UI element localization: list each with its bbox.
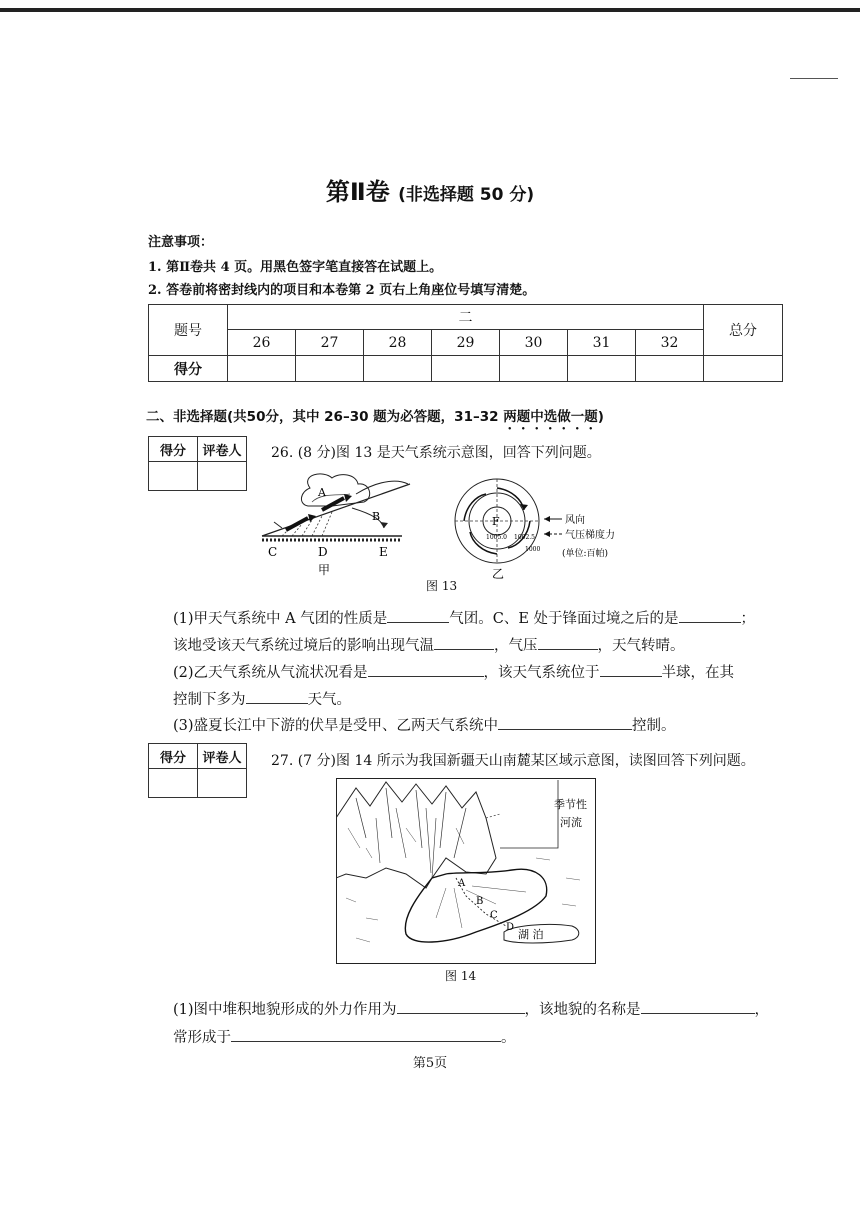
page-title xyxy=(0,172,860,207)
fig14-river-label-2: 河流 xyxy=(560,816,582,829)
fig13-label-C: C xyxy=(268,545,278,559)
score-cell-total[interactable] xyxy=(704,356,783,382)
legend-wind: 风向 xyxy=(565,515,585,526)
fig13-label-E: E xyxy=(379,545,388,559)
q26-p1a: (1)甲天气系统中 A 气团的性质是 xyxy=(173,611,388,627)
score-table xyxy=(148,304,783,382)
q27-p1c: ， xyxy=(754,1002,770,1018)
answer-blank[interactable] xyxy=(246,689,308,704)
score-table-num: 32 xyxy=(636,330,704,356)
q26-p2b: ，该天气系统位于 xyxy=(483,665,600,681)
q27-stem: 27. (7 分)图 14 所示为我国新疆天山南麓某区域示意图，读图回答下列问题。 xyxy=(271,753,755,769)
q26-line-2 xyxy=(173,634,685,655)
grader-score-label: 得分 xyxy=(149,744,198,769)
answer-blank[interactable] xyxy=(231,1027,501,1042)
isobar-3: 1000 xyxy=(525,546,541,553)
title-main: 第Ⅱ卷 xyxy=(325,178,390,206)
score-table-num: 27 xyxy=(296,330,364,356)
q26-p3a: (3)盛夏长江中下游的伏旱是受甲、乙两天气系统中 xyxy=(173,718,499,734)
score-table-num: 26 xyxy=(228,330,296,356)
score-cell[interactable] xyxy=(636,356,704,382)
q26-p2d: 控制下多为 xyxy=(173,692,246,708)
score-table-total: 总分 xyxy=(704,305,783,356)
q26-line-5 xyxy=(173,714,676,735)
q26-p1b: 气团。C、E 处于锋面过境之后的是 xyxy=(449,611,679,627)
page-footer: 第5页 xyxy=(412,1056,448,1071)
q27-p1d: 常形成于 xyxy=(173,1030,231,1046)
fig13-label-D: D xyxy=(318,545,328,559)
q27-line-2 xyxy=(173,1026,516,1047)
q26-p1c: ； xyxy=(740,611,756,627)
q26-line-1 xyxy=(173,607,755,628)
corner-mark xyxy=(790,78,838,79)
q26-line-4 xyxy=(173,688,351,709)
grader-score-cell[interactable] xyxy=(149,769,198,798)
score-table-qnum-label: 题号 xyxy=(149,305,228,356)
answer-blank[interactable] xyxy=(498,715,632,730)
q26-p2a: (2)乙天气系统从气流状况看是 xyxy=(173,665,368,681)
grader-box-27 xyxy=(148,743,247,798)
q26-p3b: 控制。 xyxy=(632,718,676,734)
fig14-river-label-1: 季节性 xyxy=(554,798,587,811)
section-heading-emphasis: 两题中选做一题 xyxy=(503,409,598,425)
score-cell[interactable] xyxy=(432,356,500,382)
fig13-label-jia: 甲 xyxy=(318,563,331,577)
fig14-label-C: C xyxy=(490,910,498,921)
answer-blank[interactable] xyxy=(679,608,741,623)
legend-unit: (单位:百帕) xyxy=(562,549,609,559)
answer-blank[interactable] xyxy=(368,662,484,677)
q27-p1e: 。 xyxy=(501,1030,516,1046)
answer-blank[interactable] xyxy=(434,635,494,650)
title-sub: (非选择题 50 分) xyxy=(398,185,535,205)
grader-box-26 xyxy=(148,436,247,491)
grader-score-label: 得分 xyxy=(149,437,198,462)
fig13-label-F: F xyxy=(492,515,500,528)
score-table-num: 29 xyxy=(432,330,500,356)
score-table-num: 30 xyxy=(500,330,568,356)
q27-p1a: (1)图中堆积地貌形成的外力作用为 xyxy=(173,1002,397,1018)
score-cell[interactable] xyxy=(364,356,432,382)
fig14-label-A: A xyxy=(458,878,466,889)
note-1: 1. 第Ⅱ卷共 4 页。用黑色签字笔直接答在试题上。 xyxy=(148,260,443,275)
score-table-score-label: 得分 xyxy=(149,356,228,382)
figure-13-caption: 图 13 xyxy=(426,579,458,593)
q26-p2e: 天气。 xyxy=(307,692,351,708)
fig14-label-B: B xyxy=(476,896,484,907)
legend-pgf: 气压梯度力 xyxy=(565,530,615,541)
section-heading-a: 二、非选择题(共50分，其中 26–30 题为必答题，31–32 xyxy=(146,409,504,425)
answer-blank[interactable] xyxy=(538,635,598,650)
score-table-num: 31 xyxy=(568,330,636,356)
isobar-2: 1002.5 xyxy=(514,534,535,541)
q26-stem: 26. (8 分)图 13 是天气系统示意图，回答下列问题。 xyxy=(271,445,601,461)
q27-line-1 xyxy=(173,998,769,1019)
answer-blank[interactable] xyxy=(600,662,662,677)
isobar-1: 1005.0 xyxy=(486,534,507,541)
grader-score-cell[interactable] xyxy=(149,462,198,491)
score-cell[interactable] xyxy=(500,356,568,382)
q26-p1e: ，气压 xyxy=(494,638,538,654)
answer-blank[interactable] xyxy=(641,999,755,1014)
q26-p1d: 该地受该天气系统过境后的影响出现气温 xyxy=(173,638,434,654)
q26-line-3 xyxy=(173,661,734,682)
figure-14-alluvial-fan xyxy=(336,778,596,964)
score-cell[interactable] xyxy=(228,356,296,382)
score-table-section: 二 xyxy=(228,305,704,330)
top-border-line xyxy=(0,8,860,12)
grader-name-label: 评卷人 xyxy=(198,437,247,462)
fig14-label-D: D xyxy=(506,922,515,933)
answer-blank[interactable] xyxy=(397,999,525,1014)
grader-name-cell[interactable] xyxy=(198,769,247,798)
q27-p1b: ，该地貌的名称是 xyxy=(524,1002,641,1018)
answer-blank[interactable] xyxy=(387,608,449,623)
section-heading xyxy=(146,405,604,433)
fig14-lake-label: 湖 泊 xyxy=(518,928,544,941)
score-cell[interactable] xyxy=(296,356,364,382)
fig13-label-yi: 乙 xyxy=(492,567,505,581)
fig13-label-B: B xyxy=(372,510,381,523)
section-heading-c: ) xyxy=(597,409,604,425)
q26-p1f: ，天气转晴。 xyxy=(597,638,685,654)
fig13-label-A: A xyxy=(318,486,326,499)
score-table-num: 28 xyxy=(364,330,432,356)
q26-p2c: 半球，在其 xyxy=(661,665,735,681)
note-2: 2. 答卷前将密封线内的项目和本卷第 2 页右上角座位号填写清楚。 xyxy=(148,283,536,298)
score-cell[interactable] xyxy=(568,356,636,382)
figure-13-cyclone xyxy=(452,476,632,582)
figure-13-front xyxy=(252,470,422,580)
notes-heading: 注意事项： xyxy=(148,235,214,250)
grader-name-cell[interactable] xyxy=(198,462,247,491)
grader-name-label: 评卷人 xyxy=(198,744,247,769)
figure-14-caption: 图 14 xyxy=(445,969,477,983)
